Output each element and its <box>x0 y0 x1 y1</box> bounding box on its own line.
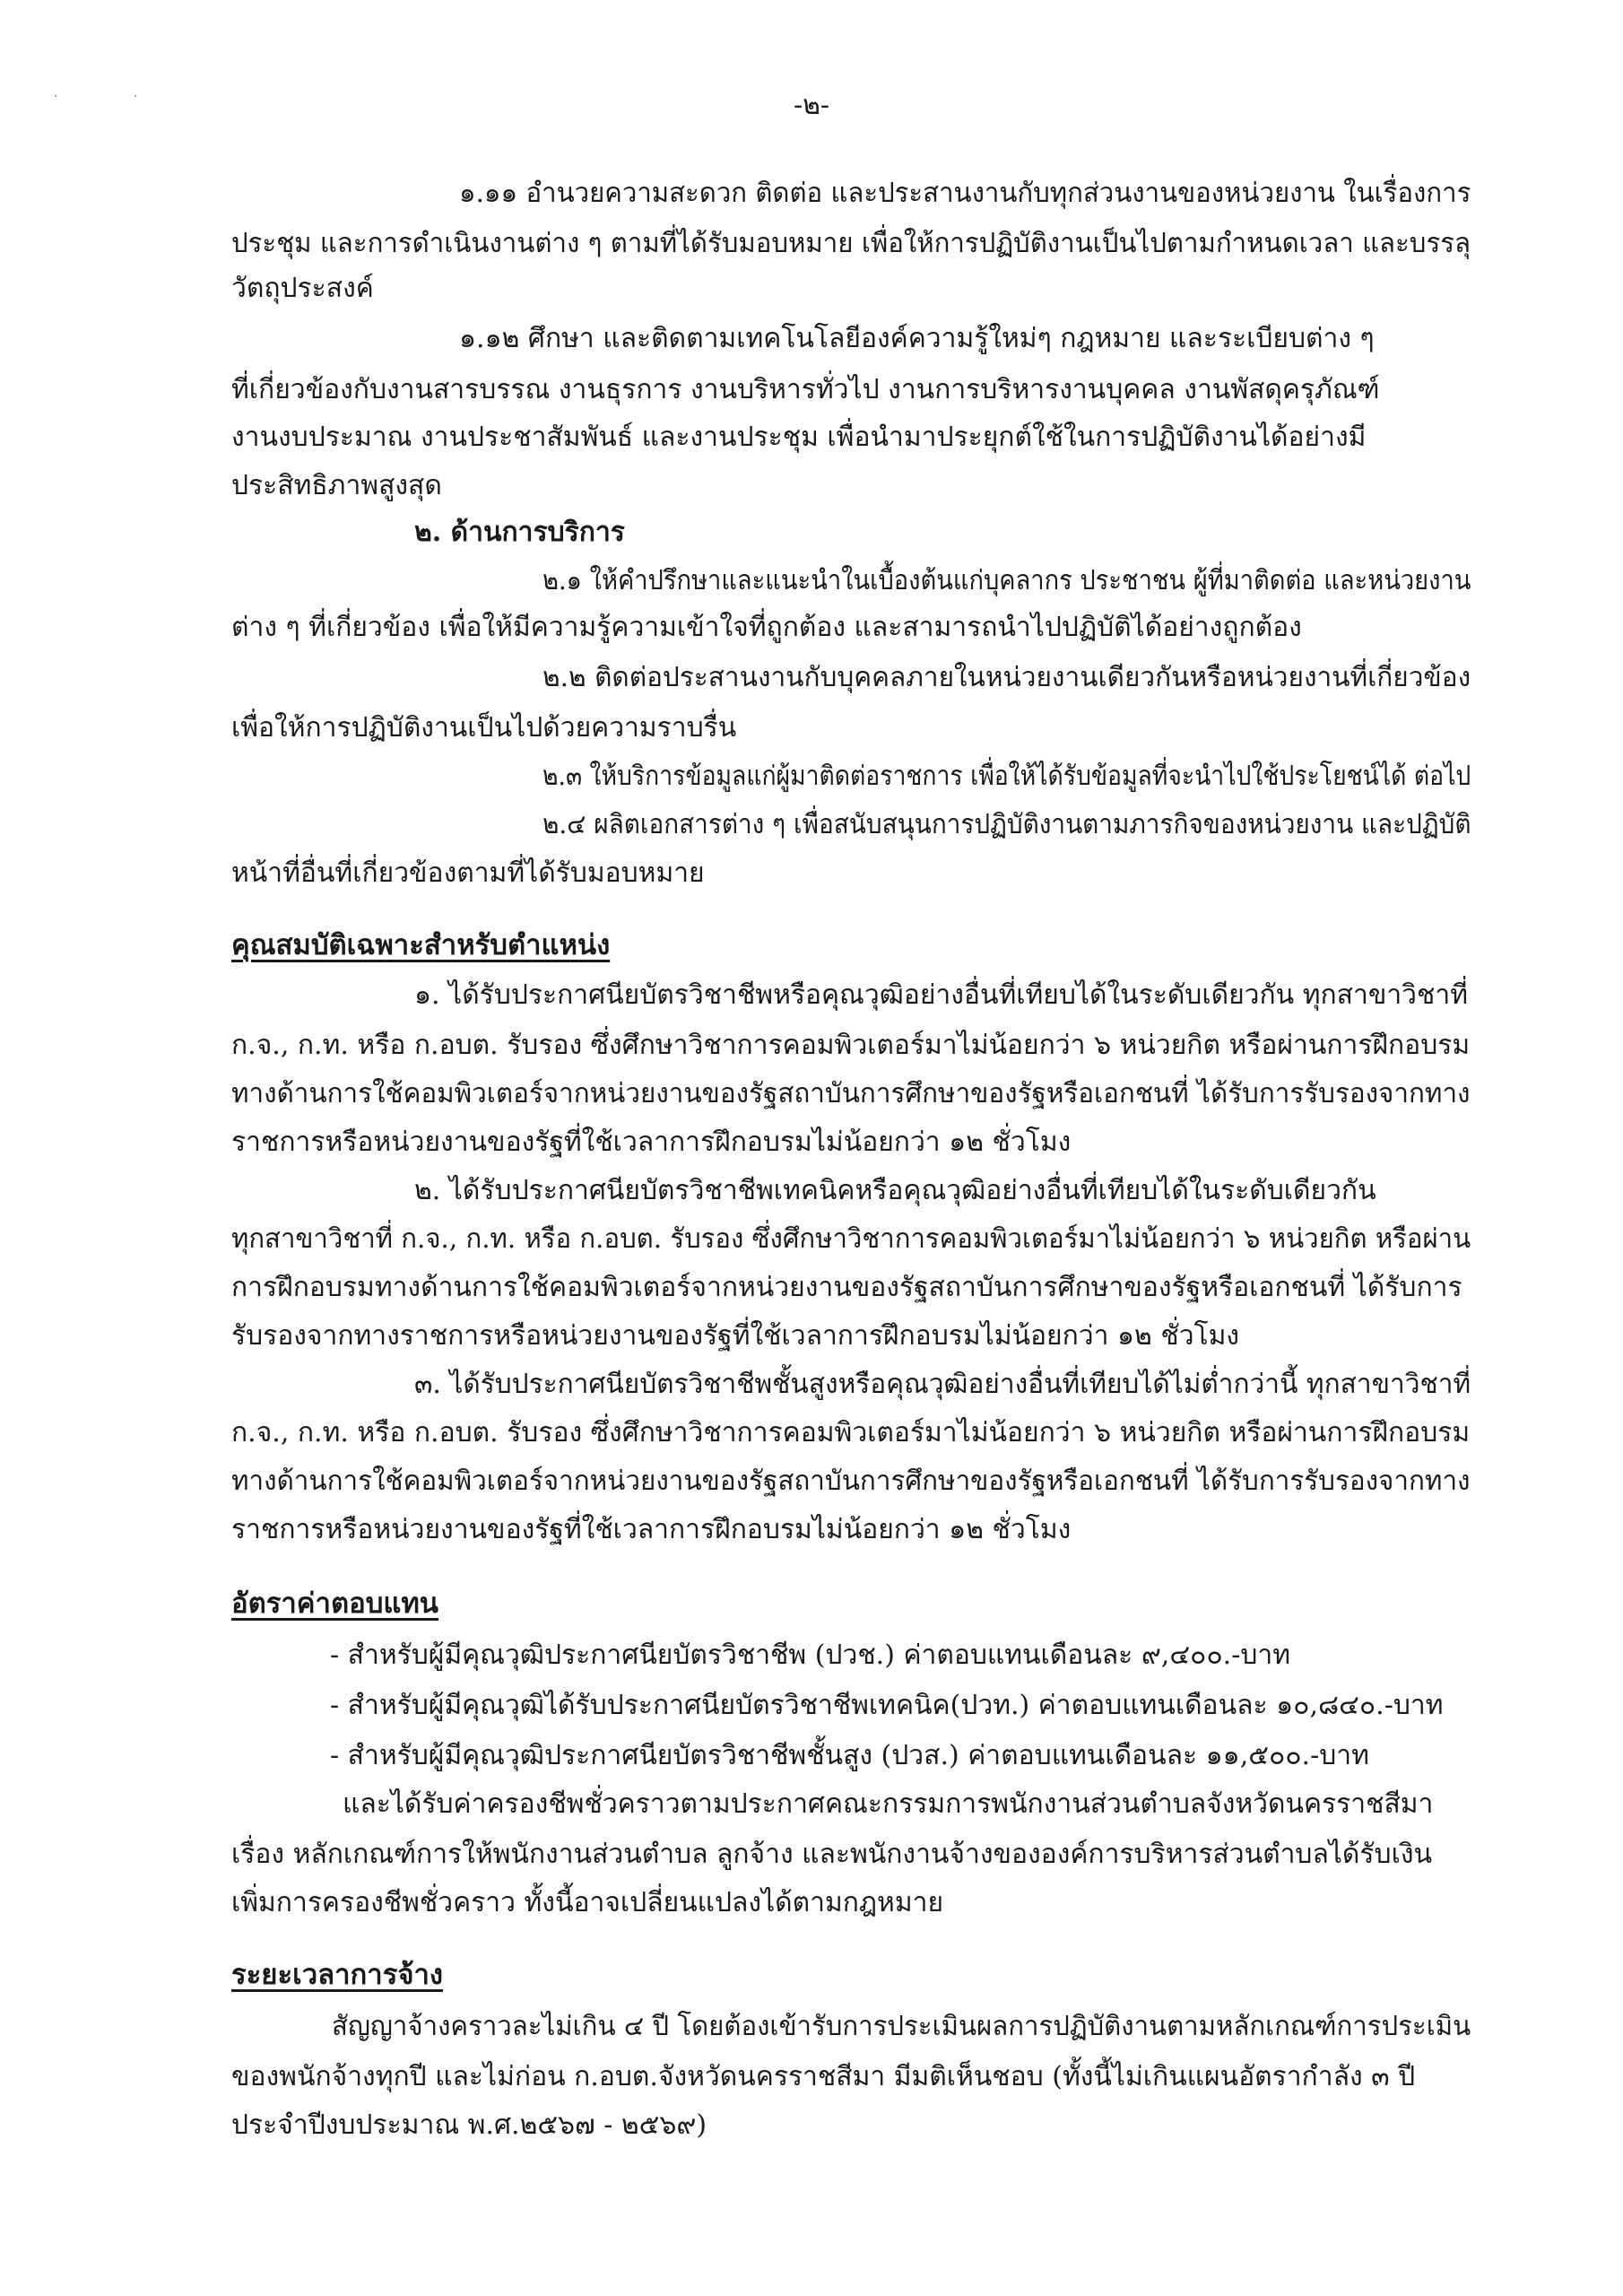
qualifications-heading: คุณสมบัติเฉพาะสำหรับตำแหน่ง <box>231 929 611 961</box>
compensation-heading: อัตราค่าตอบแทน <box>231 1587 438 1620</box>
compensation-rate-3: - สำหรับผู้มีคุณวุฒิประกาศนียบัตรวิชาชีพชั้นสูง (ปวส.) ค่าตอบแทนเดือนละ ๑๑,๕๐๐.-บาท <box>330 1740 1369 1771</box>
page-number: -๒- <box>793 90 830 121</box>
qualification-1-line-3: ทางด้านการใช้คอมพิวเตอร์จากหน่วยงานของรัฐสถาบันการศึกษาของรัฐหรือเอกชนที่ ได้รับการรับรองจากทาง <box>231 1078 1471 1109</box>
item-2-1-line-2: ต่าง ๆ ที่เกี่ยวข้อง เพื่อให้มีความรู้ความเข้าใจที่ถูกต้อง และสามารถนำไปปฏิบัติได้อย่างถูกต้อง <box>231 612 1302 643</box>
compensation-note-line-1: และได้รับค่าครองชีพชั่วคราวตามประกาศคณะกรรมการพนักงานส่วนตำบลจังหวัดนครราชสีมา <box>343 1788 1434 1820</box>
item-2-2-line-2: เพื่อให้การปฏิบัติงานเป็นไปด้วยความราบรื่น <box>231 712 737 744</box>
compensation-note-line-3: เพิ่มการครองชีพชั่วคราว ทั้งนี้อาจเปลี่ยนแปลงได้ตามกฎหมาย <box>231 1887 944 1918</box>
item-1-12-line-1: ๑.๑๒ ศึกษา และติดตามเทคโนโลยีองค์ความรู้ใหม่ๆ กฎหมาย และระเบียบต่าง ๆ <box>459 323 1375 354</box>
compensation-note-line-2: เรื่อง หลักเกณฑ์การให้พนักงานส่วนตำบล ลูกจ้าง และพนักงานจ้างขององค์การบริหารส่วนตำบลได้รับเงิน <box>231 1839 1432 1870</box>
item-1-12-line-3: งานงบประมาณ งานประชาสัมพันธ์ และงานประชุม เพื่อนำมาประยุกต์ใช้ในการปฏิบัติงานได้อย่างมี <box>231 422 1367 453</box>
employment-period-line-1: สัญญาจ้างคราวละไม่เกิน ๔ ปี โดยต้องเข้ารับการประเมินผลการปฏิบัติงานตามหลักเกณฑ์การประเมิน <box>332 2011 1471 2042</box>
item-1-11-line-1: ๑.๑๑ อำนวยความสะดวก ติดต่อ และประสานงานกับทุกส่วนงานของหน่วยงาน ในเรื่องการ <box>459 178 1471 209</box>
qualification-2-line-3: การฝึกอบรมทางด้านการใช้คอมพิวเตอร์จากหน่วยงานของรัฐสถาบันการศึกษาของรัฐหรือเอกชนที่ ได้รับการ <box>231 1272 1462 1303</box>
qualification-1-line-4: ราชการหรือหน่วยงานของรัฐที่ใช้เวลาการฝึกอบรมไม่น้อยกว่า ๑๒ ชั่วโมง <box>231 1126 1072 1158</box>
employment-period-line-3: ประจำปีงบประมาณ พ.ศ.๒๕๖๗ - ๒๕๖๙) <box>231 2109 707 2141</box>
scan-specks: · · <box>54 90 174 104</box>
item-1-12-line-4: ประสิทธิภาพสูงสุด <box>231 470 442 501</box>
item-2-4-line-1: ๒.๔ ผลิตเอกสารต่าง ๆ เพื่อสนับสนุนการปฏิบัติงานตามภารกิจของหน่วยงาน และปฏิบัติ <box>542 809 1471 840</box>
employment-period-heading: ระยะเวลาการจ้าง <box>231 1959 444 1991</box>
compensation-rate-2: - สำหรับผู้มีคุณวุฒิได้รับประกาศนียบัตรวิชาชีพเทคนิค(ปวท.) ค่าตอบแทนเดือนละ ๑๐,๘๔๐.-บาท <box>330 1690 1444 1721</box>
item-2-3-line-1: ๒.๓ ให้บริการข้อมูลแก่ผู้มาติดต่อราชการ เพื่อให้ได้รับข้อมูลที่จะนำไปใช้ประโยชน์ได้ ต่อไป <box>542 761 1471 792</box>
qualification-2-line-4: รับรองจากทางราชการหรือหน่วยงานของรัฐที่ใช้เวลาการฝึกอบรมไม่น้อยกว่า ๑๒ ชั่วโมง <box>231 1320 1240 1352</box>
qualification-1-line-2: ก.จ., ก.ท. หรือ ก.อบต. รับรอง ซึ่งศึกษาวิชาการคอมพิวเตอร์มาไม่น้อยกว่า ๖ หน่วยกิต หรือผ่านการฝึกอบรม <box>231 1030 1471 1061</box>
compensation-rate-1: - สำหรับผู้มีคุณวุฒิประกาศนียบัตรวิชาชีพ (ปวช.) ค่าตอบแทนเดือนละ ๙,๔๐๐.-บาท <box>330 1639 1291 1671</box>
qualification-3-line-4: ราชการหรือหน่วยงานของรัฐที่ใช้เวลาการฝึกอบรมไม่น้อยกว่า ๑๒ ชั่วโมง <box>231 1514 1072 1545</box>
service-heading: ๒. ด้านการบริการ <box>414 517 625 548</box>
qualification-2-line-2: ทุกสาขาวิชาที่ ก.จ., ก.ท. หรือ ก.อบต. รับรอง ซึ่งศึกษาวิชาการคอมพิวเตอร์มาไม่น้อยกว่า ๖ หน่วยกิต หรือผ่าน <box>231 1223 1471 1255</box>
item-1-11-line-3: วัตถุประสงค์ <box>231 273 374 304</box>
qualification-2-line-1: ๒. ได้รับประกาศนียบัตรวิชาชีพเทคนิคหรือคุณวุฒิอย่างอื่นที่เทียบได้ในระดับเดียวกัน <box>414 1175 1376 1206</box>
qualification-3-line-3: ทางด้านการใช้คอมพิวเตอร์จากหน่วยงานของรัฐสถาบันการศึกษาของรัฐหรือเอกชนที่ ได้รับการรับรองจากทาง <box>231 1465 1471 1497</box>
item-1-12-line-2: ที่เกี่ยวข้องกับงานสารบรรณ งานธุรการ งานบริหารทั่วไป งานการบริหารงานบุคคล งานพัสดุครุภัณฑ์ <box>231 374 1380 405</box>
employment-period-line-2: ของพนักจ้างทุกปี และไม่ก่อน ก.อบต.จังหวัดนครราชสีมา มีมติเห็นชอบ (ทั้งนี้ไม่เกินแผนอัตรากำลัง ๓ ปี <box>231 2061 1416 2092</box>
qualification-3-line-2: ก.จ., ก.ท. หรือ ก.อบต. รับรอง ซึ่งศึกษาวิชาการคอมพิวเตอร์มาไม่น้อยกว่า ๖ หน่วยกิต หรือผ่านการฝึกอบรม <box>231 1417 1471 1448</box>
qualification-3-line-1: ๓. ได้รับประกาศนียบัตรวิชาชีพชั้นสูงหรือคุณวุฒิอย่างอื่นที่เทียบได้ไม่ต่ำกว่านี้ ทุกสาขาวิชาที่ <box>414 1369 1471 1400</box>
qualification-1-line-1: ๑. ได้รับประกาศนียบัตรวิชาชีพหรือคุณวุฒิอย่างอื่นที่เทียบได้ในระดับเดียวกัน ทุกสาขาวิชาที่ <box>414 979 1468 1011</box>
item-2-1-line-1: ๒.๑ ให้คำปรึกษาและแนะนำในเบื้องต้นแก่บุคลากร ประชาชน ผู้ที่มาติดต่อ และหน่วยงาน <box>542 565 1471 596</box>
item-1-11-line-2: ประชุม และการดำเนินงานต่าง ๆ ตามที่ได้รับมอบหมาย เพื่อให้การปฏิบัติงานเป็นไปตามกำหนดเวลา และบรรลุ <box>231 228 1471 259</box>
item-2-4-line-2: หน้าที่อื่นที่เกี่ยวข้องตามที่ได้รับมอบหมาย <box>231 857 705 889</box>
item-2-2-line-1: ๒.๒ ติดต่อประสานงานกับบุคคลภายในหน่วยงานเดียวกันหรือหน่วยงานที่เกี่ยวข้อง <box>542 662 1471 693</box>
